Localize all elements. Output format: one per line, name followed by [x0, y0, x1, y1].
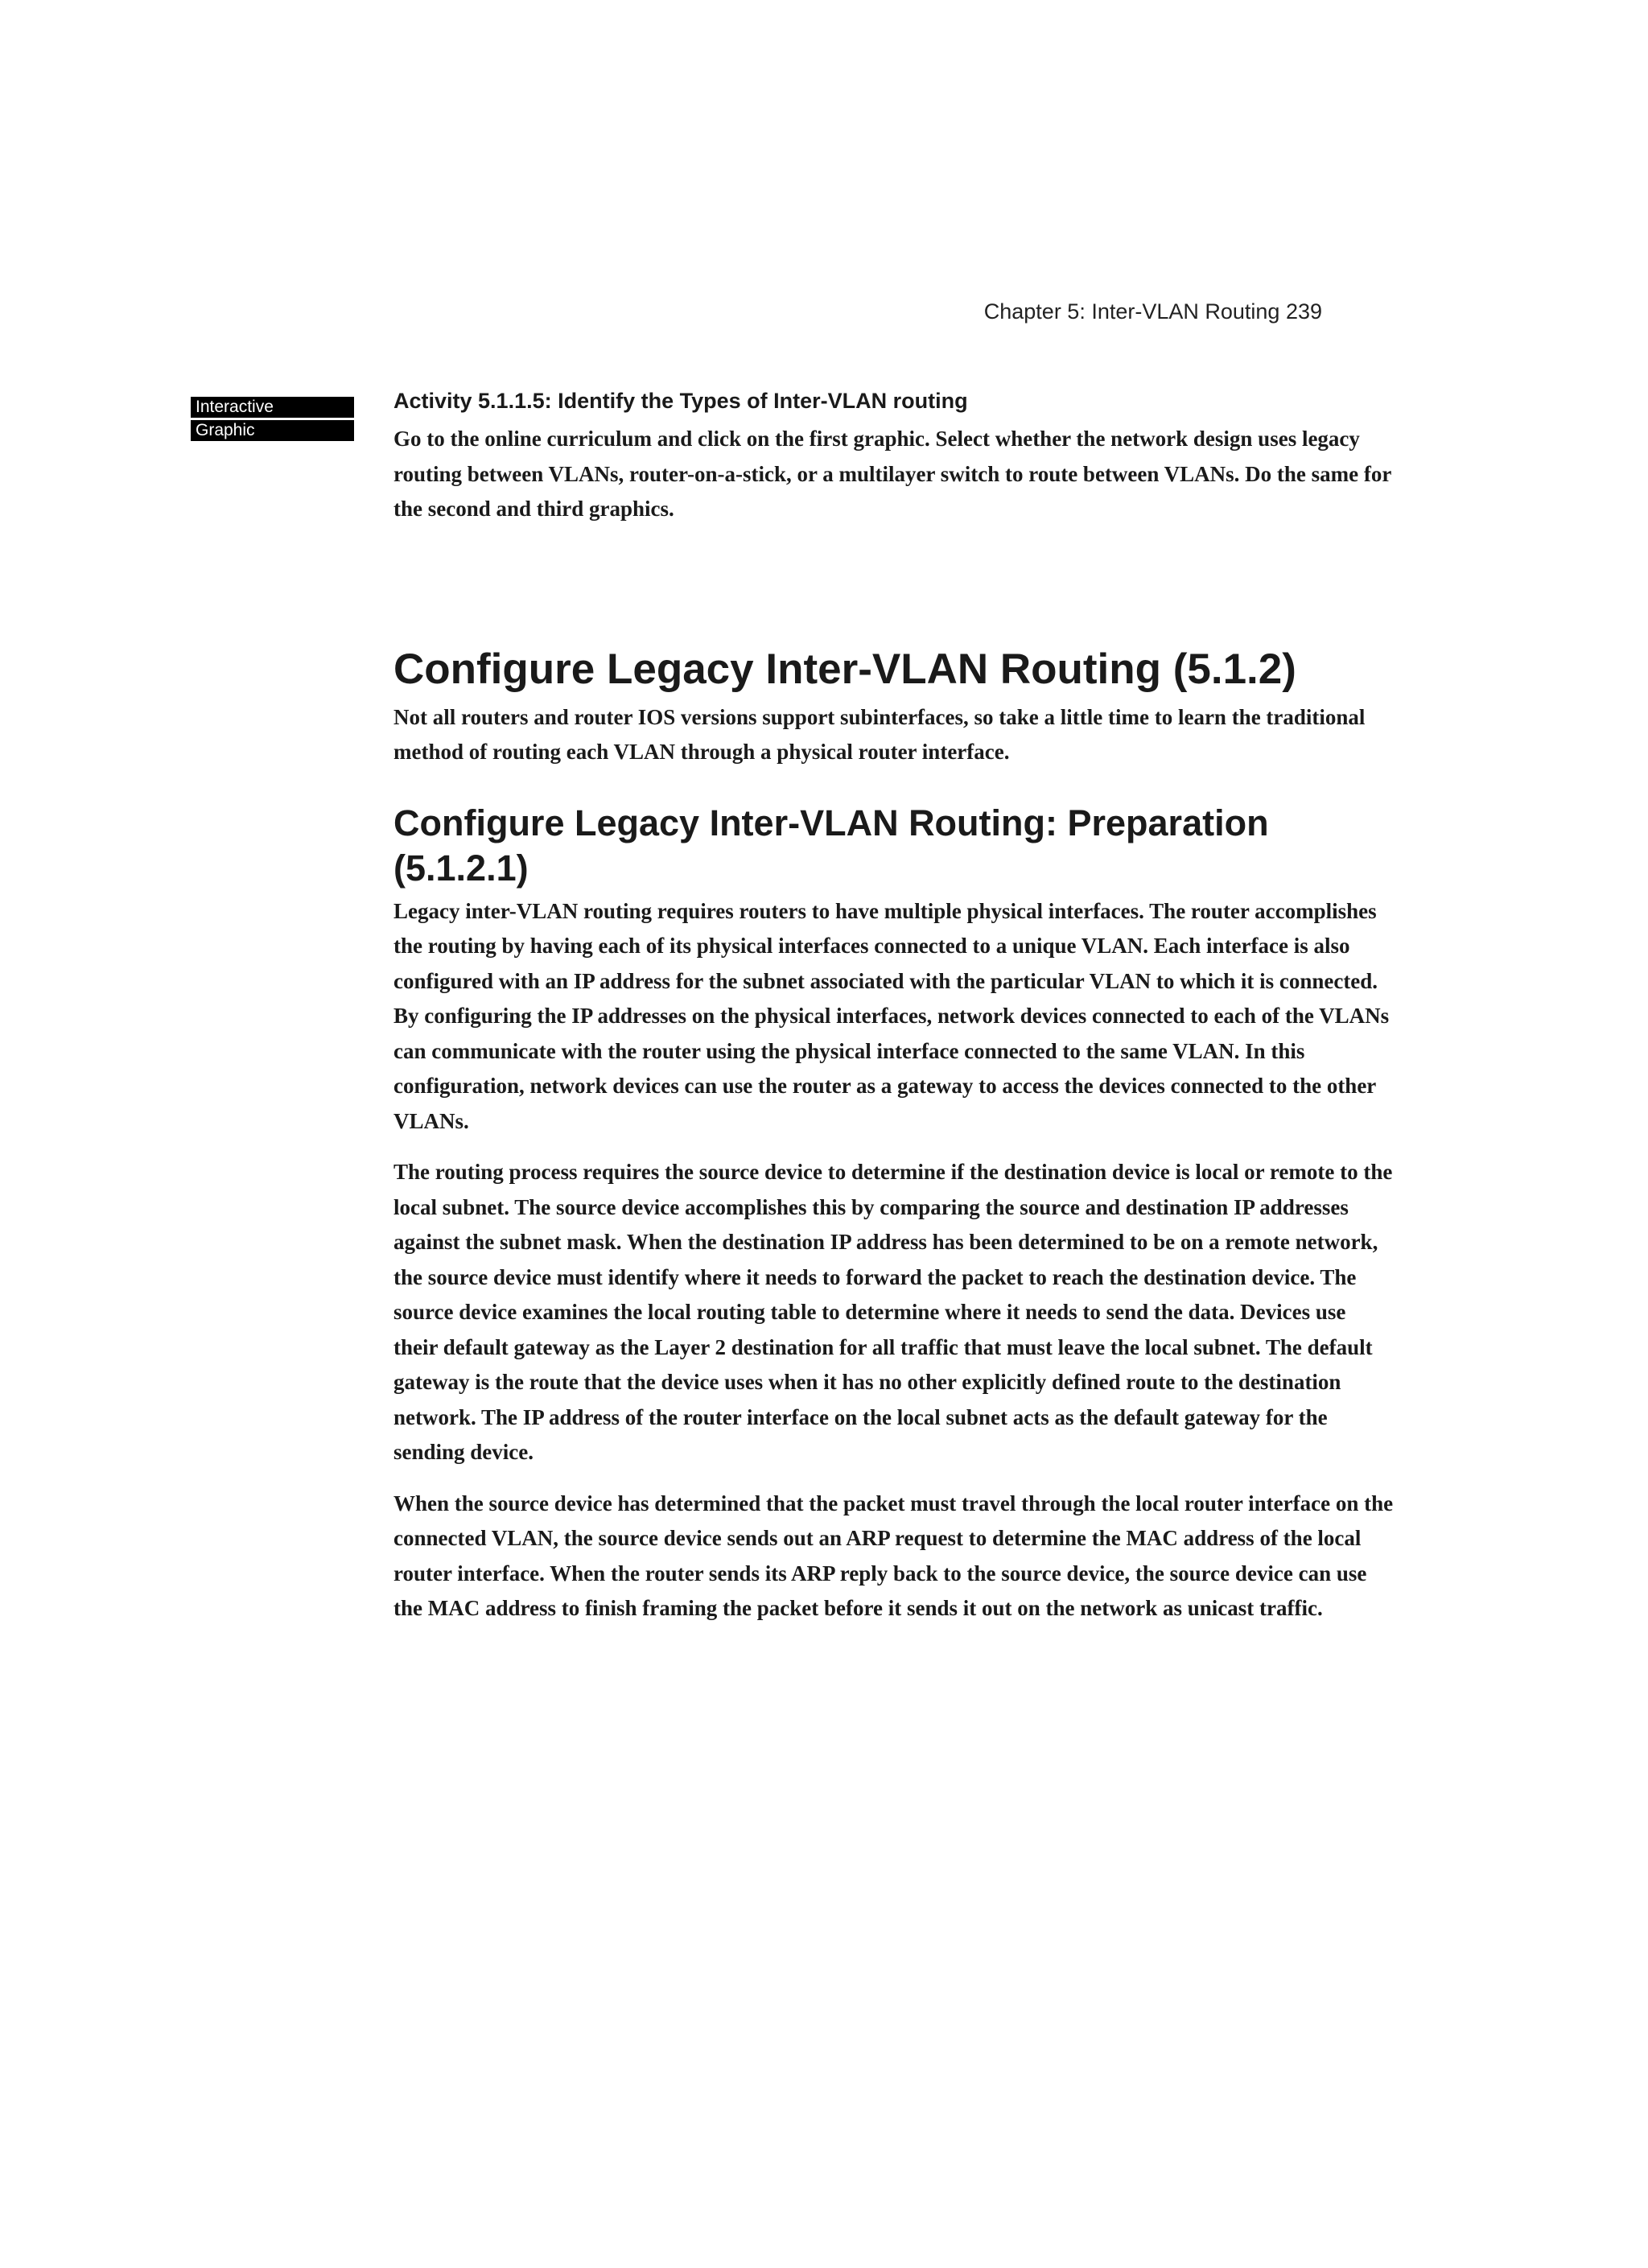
paragraph: Legacy inter-VLAN routing requires routers to have multiple physical interfaces. The router accomplishes the routing by having each of its physical interfaces connected to a unique VLAN. Each interface is also configured with an IP address for the subnet associated with the particular VLAN to which it is connected. By configuring the IP addresses on the physical interfaces, network devices connected to each of the VLANs can communicate with the router using the physical interface connected to the same VLAN. In this configuration, network devices can use the router as a gateway to access the devices connected to the other VLANs. [393, 898, 1390, 1133]
section-intro-text: Not all routers and router IOS versions support subinterfaces, so take a little time to learn the traditional method of routing each VLAN through a physical router interface. [393, 704, 1366, 764]
badge-line-1: Interactive [191, 397, 354, 418]
subsection-heading-preparation: Configure Legacy Inter-VLAN Routing: Preparation (5.1.2.1) [393, 802, 1269, 889]
section-heading-legacy-routing: Configure Legacy Inter-VLAN Routing (5.1.2) [393, 645, 1296, 693]
activity-title: Activity 5.1.1.5: Identify the Types of Inter-VLAN routing [393, 389, 968, 413]
paragraph: The routing process requires the source device to determine if the destination device is local or remote to the local subnet. The source device accomplishes this by comparing the source and destination IP addresses against the subnet mask. When the destination IP address has been determined to be on a remote network, the source device must identify where it needs to forward the packet to reach the destination device. The source device examines the local routing table to determine where it needs to send the data. Devices use their default gateway as the Layer 2 destination for all traffic that must leave the local subnet. The default gateway is the route that the device uses when it has no other explicitly defined route to the destination network. The IP address of the router interface on the local subnet acts as the default gateway for the sending device. [393, 1160, 1393, 1464]
activity-text: Go to the online curriculum and click on the first graphic. Select whether the network design uses legacy routing between VLANs, router-on-a-stick, or a multilayer switch to route between VLANs. Do the same for the second and third graphics. [393, 427, 1391, 521]
paragraph: When the source device has determined that the packet must travel through the local router interface on the connected VLAN, the source device sends out an ARP request to determine the MAC address of the local router interface. When the router sends its ARP reply back to the source device, the source device can use the MAC address to finish framing the packet before it sends it out on the network as unicast traffic. [393, 1491, 1394, 1620]
badge-line-2: Graphic [191, 420, 354, 441]
page-content [393, 385, 1395, 1627]
running-header: Chapter 5: Inter-VLAN Routing 239 [983, 299, 1322, 324]
interactive-graphic-badge [191, 397, 354, 443]
